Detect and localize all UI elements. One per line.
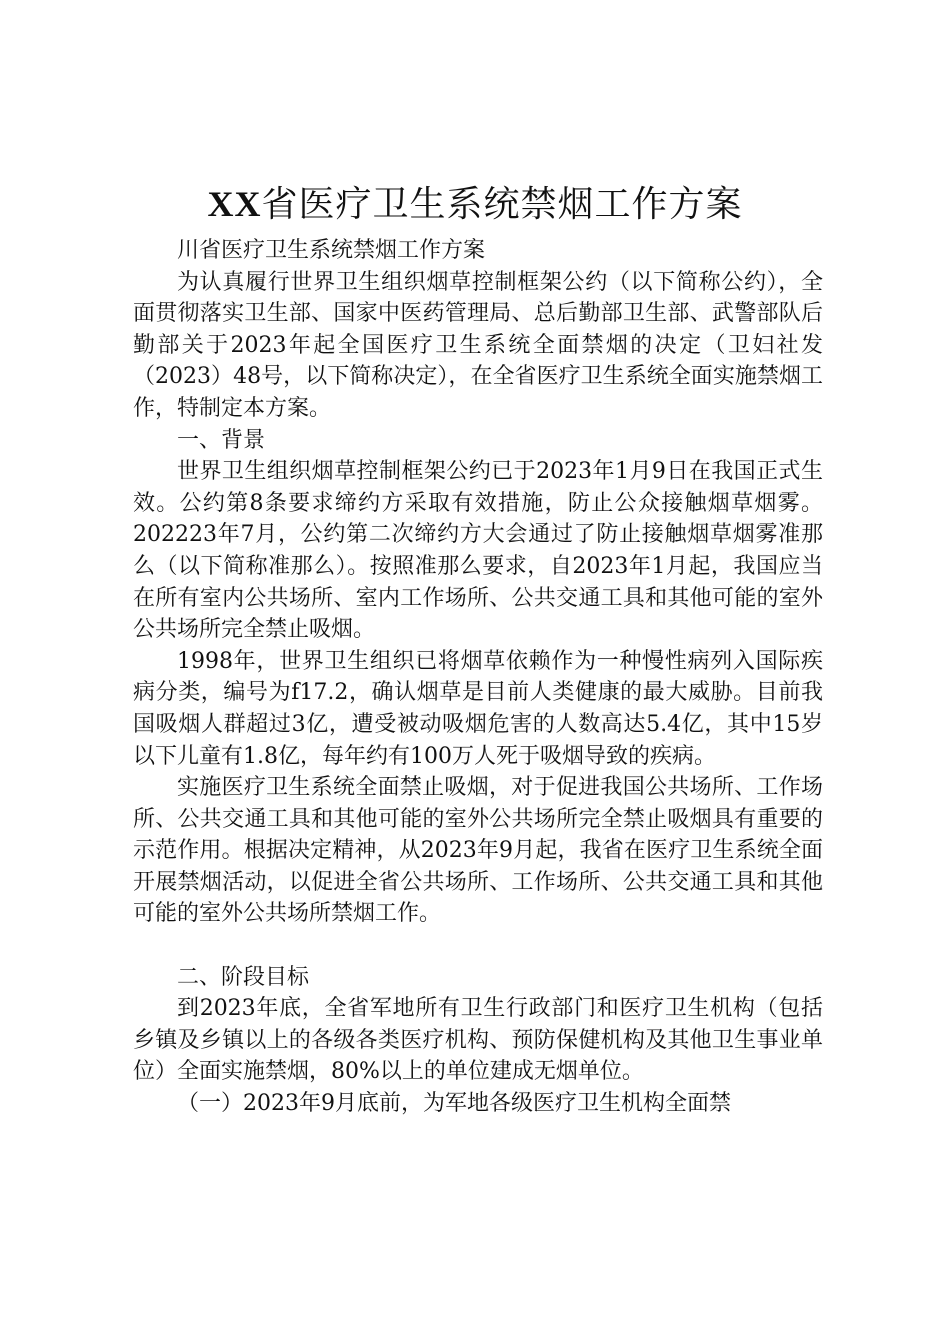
paragraph-background-1: 世界卫生组织烟草控制框架公约已于2023年1月9日在我国正式生效。公约第8条要求缔约方采取有效措施，防止公众接触烟草烟雾。202223年7月，公约第二次缔约方大会通过了防止接触烟草烟雾准那么（以下简称准那么）。按照准那么要求，自2023年1月起，我国应当在所有室内公共场所、室内工作场所、公共交通工具和其他可能的室外公共场所完全禁止吸烟。 xyxy=(133,459,823,643)
document-title-prefix: XX xyxy=(207,184,262,224)
paragraph-goals-1: 到2023年底，全省军地所有卫生行政部门和医疗卫生机构（包括乡镇及乡镇以上的各级各类医疗机构、预防保健机构及其他卫生事业单位）全面实施禁烟，80%以上的单位建成无烟单位。 xyxy=(133,996,823,1085)
paragraph-background-3: 实施医疗卫生系统全面禁止吸烟，对于促进我国公共场所、工作场所、公共交通工具和其他可能的室外公共场所完全禁止吸烟具有重要的示范作用。根据决定精神，从2023年9月起，我省在医疗卫生系统全面开展禁烟活动，以促进全省公共场所、工作场所、公共交通工具和其他可能的室外公共场所禁烟工作。 xyxy=(133,775,823,927)
paragraph-intro: 为认真履行世界卫生组织烟草控制框架公约（以下简称公约），全面贯彻落实卫生部、国家中医药管理局、总后勤部卫生部、武警部队后勤部关于2023年起全国医疗卫生系统全面禁烟的决定（卫妇社发（2023）48号，以下简称决定），在全省医疗卫生系统全面实施禁烟工作，特制定本方案。 xyxy=(133,269,823,421)
section-heading-background: 一、背景 xyxy=(177,427,266,453)
document-title xyxy=(0,178,950,231)
paragraph-background-2: 1998年，世界卫生组织已将烟草依赖作为一种慢性病列入国际疾病分类，编号为f17.2，确认烟草是目前人类健康的最大威胁。目前我国吸烟人群超过3亿，遭受被动吸烟危害的人数高达5.4亿，其中15岁以下儿童有1.8亿，每年约有100万人死于吸烟导致的疾病。 xyxy=(133,648,823,769)
paragraph-goals-2: （一）2023年9月底前，为军地各级医疗卫生机构全面禁 xyxy=(177,1091,731,1117)
document-title-text: 省医疗卫生系统禁烟工作方案 xyxy=(261,184,743,225)
document-body xyxy=(133,235,823,1120)
paragraph-spacer xyxy=(133,930,823,962)
section-heading-goals: 二、阶段目标 xyxy=(177,964,310,990)
paragraph-subtitle: 川省医疗卫生系统禁烟工作方案 xyxy=(177,238,486,263)
